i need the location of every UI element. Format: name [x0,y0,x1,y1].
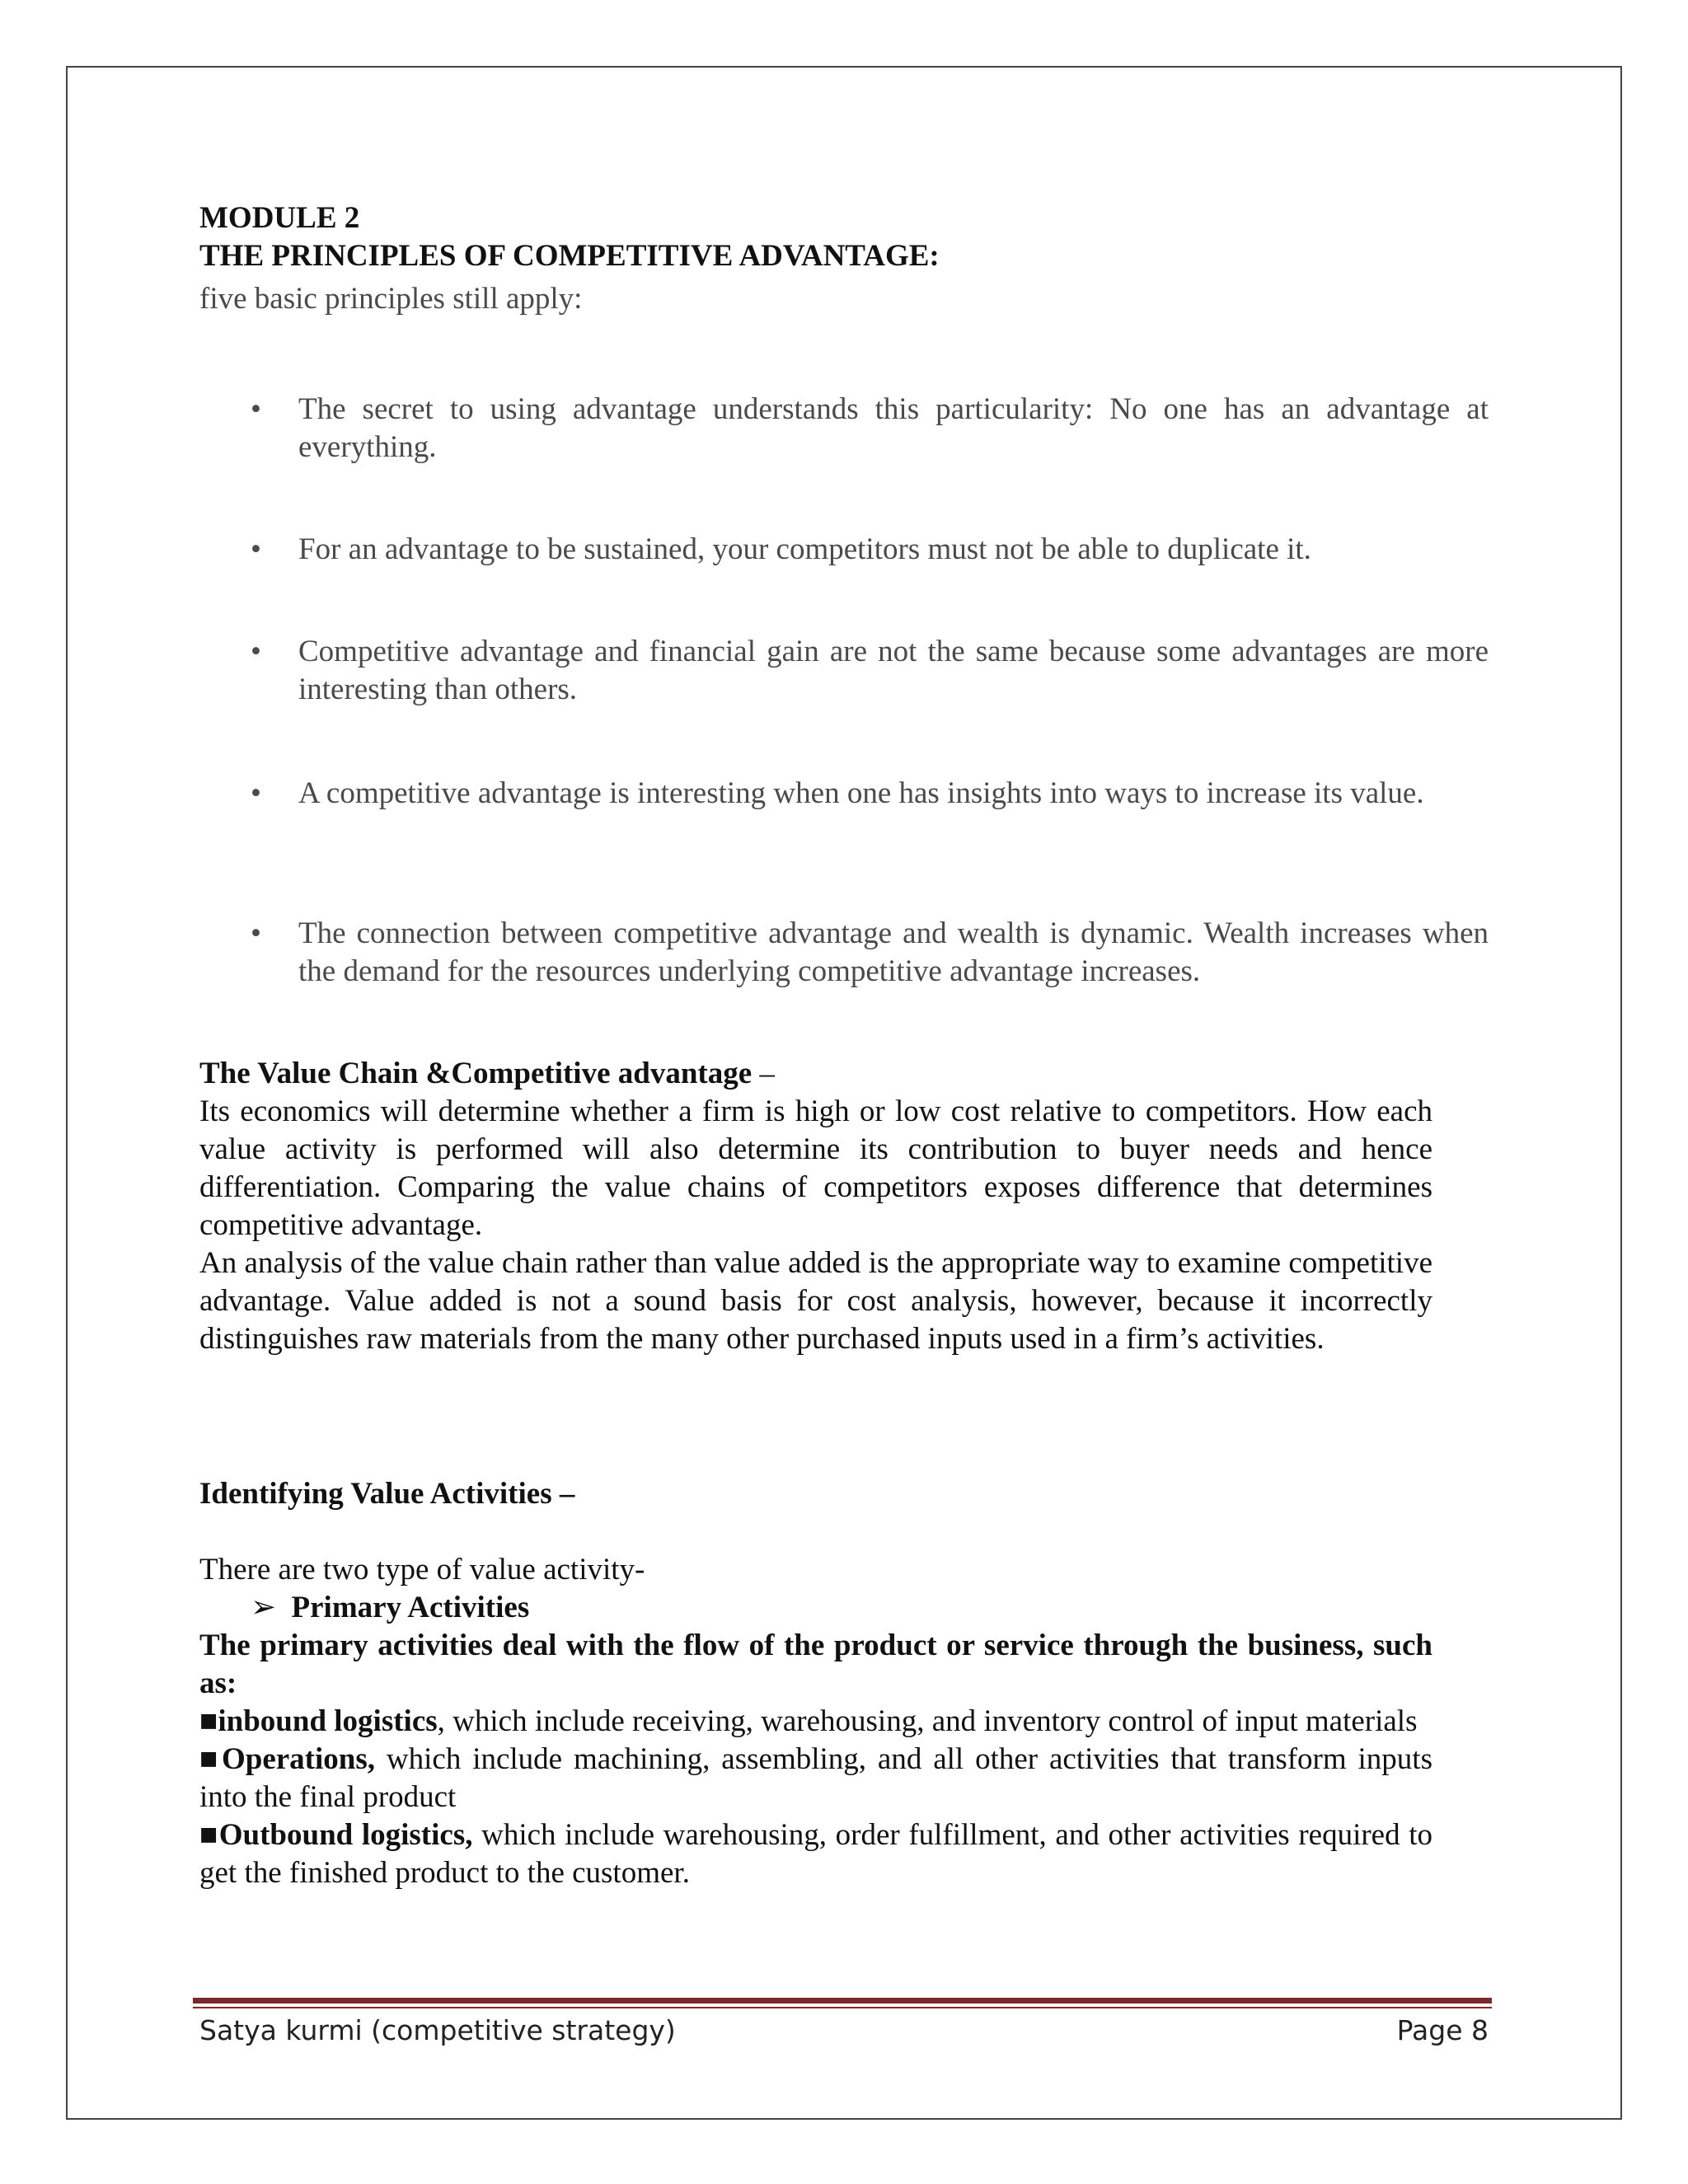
footer-author: Satya kurmi (competitive strategy) [199,2014,676,2046]
list-item [199,1816,1432,1892]
list-item [199,1741,1432,1816]
primary-activities-label: Primary Activities [291,1591,530,1624]
footer-rule [193,1998,1492,2004]
arrow-bullet-icon: ➢ [251,1591,277,1624]
bullet-icon: • [251,532,261,566]
value-chain-section [199,1055,1432,1358]
bullet-icon: • [251,776,261,810]
bullet-icon: • [251,635,261,668]
value-chain-paragraph-1: Its economics will determine whether a firm is high or low cost relative to competitors. How each value activity is performed will also determine its contribution to buyer needs and hence differentiation. Comparing the value chains of competitors exposes difference that determines competitive advantage. [199,1094,1432,1242]
value-chain-heading: The Value Chain &Competitive advantage [199,1057,753,1090]
square-bullet-icon: ■ [199,1818,219,1852]
list-item [199,531,1489,569]
principle-text: For an advantage to be sustained, your competitors must not be able to duplicate it. [298,532,1311,566]
principle-text: The secret to using advantage understands this particularity: No one has an advantage at everything. [298,392,1489,464]
primary-activities-item [199,1589,1432,1627]
principles-intro: five basic principles still apply: [199,282,583,316]
list-item [199,633,1489,709]
square-bullet-icon: ■ [199,1704,218,1738]
footer-page-number: Page 8 [1396,2014,1489,2046]
activity-term: Operations, [221,1742,376,1776]
value-chain-paragraph-2: An analysis of the value chain rather than value added is the appropriate way to examine competitive advantage. Value added is not a sound basis for cost analysis, however, because it incorrectly distinguishes raw materials from the many other purchased inputs used in a firm’s activities. [199,1246,1432,1356]
principle-text: Competitive advantage and financial gain are not the same because some advantages are more interesting than others. [298,635,1489,706]
list-item [199,391,1489,466]
list-item [199,1703,1432,1741]
value-chain-heading-dash: – [752,1057,775,1090]
page-title: THE PRINCIPLES OF COMPETITIVE ADVANTAGE: [199,239,940,273]
activity-text: which include warehousing, order fulfillment, and other activities required to get the finished product to the customer. [199,1818,1432,1890]
bullet-icon: • [251,916,261,950]
primary-activities-description: The primary activities deal with the flow of the product or service through the business, such as: [199,1629,1432,1700]
footer-rule-thin [193,2007,1492,2008]
list-item [199,775,1489,813]
value-activities-intro: There are two type of value activity- [199,1553,645,1586]
list-item [199,915,1489,991]
value-activities-section [199,1475,1432,1892]
square-bullet-icon: ■ [199,1742,222,1776]
activity-term: inbound logistics [218,1704,438,1738]
principle-text: A competitive advantage is interesting when one has insights into ways to increase its value. [298,776,1424,810]
module-label: MODULE 2 [199,201,360,235]
value-chain-heading-line [199,1055,1432,1093]
bullet-icon: • [251,392,261,426]
activity-term: Outbound logistics, [218,1818,473,1852]
principle-text: The connection between competitive advantage and wealth is dynamic. Wealth increases when the demand for the resources underlying competitive advantage increases. [298,916,1489,988]
activity-text: which include machining, assembling, and all other activities that transform inputs into the final product [199,1742,1432,1814]
value-activities-heading: Identifying Value Activities – [199,1477,575,1511]
page-content [199,199,1489,318]
activity-text: , which include receiving, warehousing, and inventory control of input materials [437,1704,1418,1738]
